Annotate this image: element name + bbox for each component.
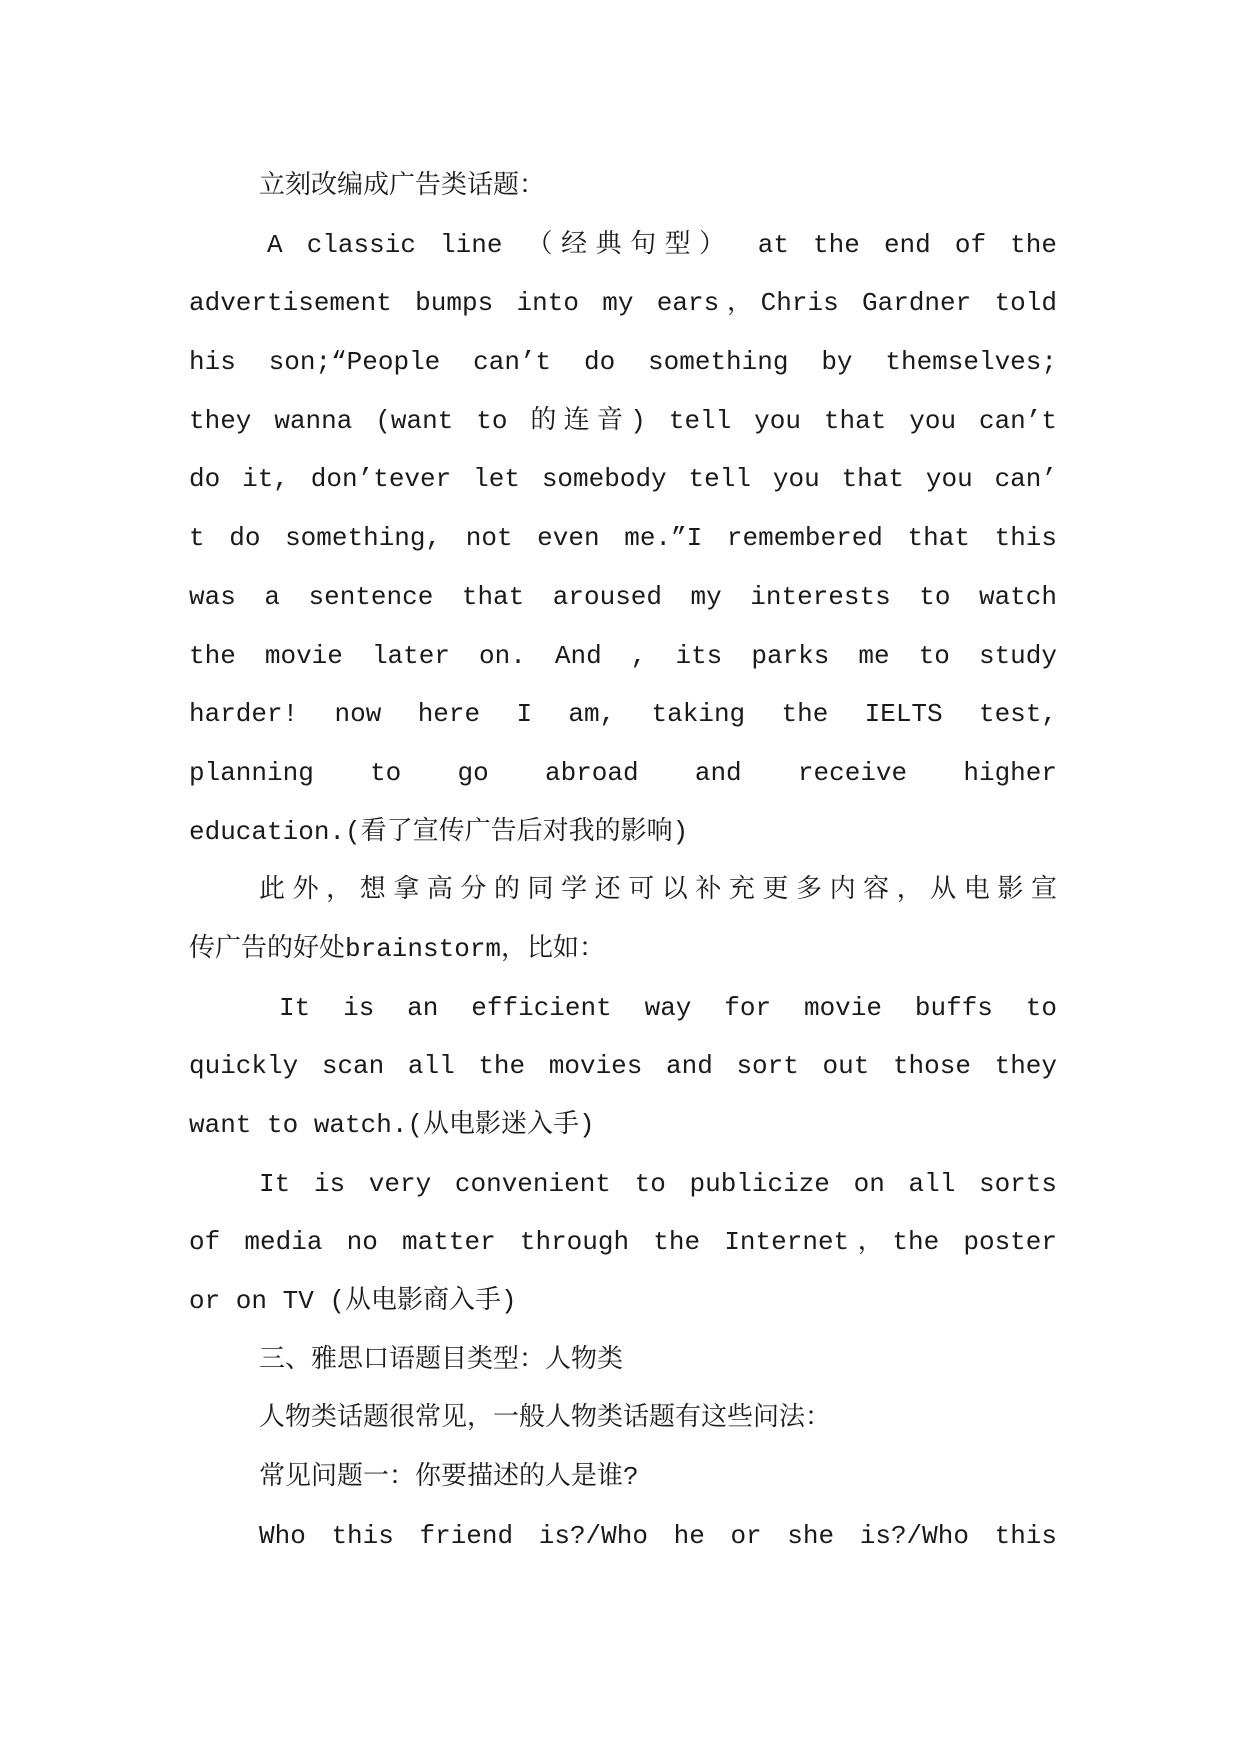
text-line: 此外，想拿高分的同学还可以补充更多内容，从电影宣 [259,875,1057,906]
paragraph-question-examples [189,1507,1057,1566]
text-line: planning to go abroad and receive higher [189,757,1057,788]
paragraph-movie-buffs [189,979,1057,1155]
document-body [189,157,1057,1566]
text-line: of media no matter through the Internet，the poster [189,1227,1057,1258]
paragraph-brainstorm [189,861,1057,978]
text-line: do it, don’tever let somebody tell you that you can’ [189,464,1057,495]
text-line: quickly scan all the movies and sort out those they [189,1051,1057,1082]
text-line: they wanna (want to 的连音) tell you that you can’t [189,405,1057,436]
text-line: It is very convenient to publicize on all sorts [259,1168,1057,1199]
text-line: education.(看了宣传广告后对我的影响) [189,816,689,847]
text-line: 人物类话题很常见，一般人物类话题有这些问法： [259,1403,832,1434]
text-line: his son;“People can’t do something by themselves; [189,347,1057,378]
text-line: advertisement bumps into my ears，Chris Gardner told [189,288,1057,319]
text-line: 三、雅思口语题目类型：人物类 [259,1344,624,1375]
section-heading-people [189,1331,1057,1390]
text-line: 传广告的好处brainstorm，比如： [189,933,606,964]
paragraph-question-one [189,1448,1057,1507]
text-line: It is an efficient way for movie buffs to [279,992,1057,1023]
paragraph-topic-intro [189,157,1057,216]
text-line: the movie later on. And , its parks me to study [189,640,1057,671]
text-line: was a sentence that aroused my interests to watch [189,581,1057,612]
text-line: harder! now here I am, taking the IELTS test, [189,699,1057,730]
text-line: or on TV (从电影商入手) [189,1286,517,1317]
paragraph-people-intro [189,1389,1057,1448]
paragraph-publicize [189,1155,1057,1331]
text-line: t do something, not even me.”I remembered that this [189,523,1057,554]
text-line: A classic line （经典句型） at the end of the [267,229,1057,260]
text-line: Who this friend is?/Who he or she is?/Who this [259,1520,1057,1551]
text-line: 立刻改编成广告类话题： [259,171,546,201]
text-line: 常见问题一：你要描述的人是谁? [259,1462,639,1493]
text-line: want to watch.(从电影迷入手) [189,1110,595,1140]
paragraph-classic-line [189,216,1057,862]
